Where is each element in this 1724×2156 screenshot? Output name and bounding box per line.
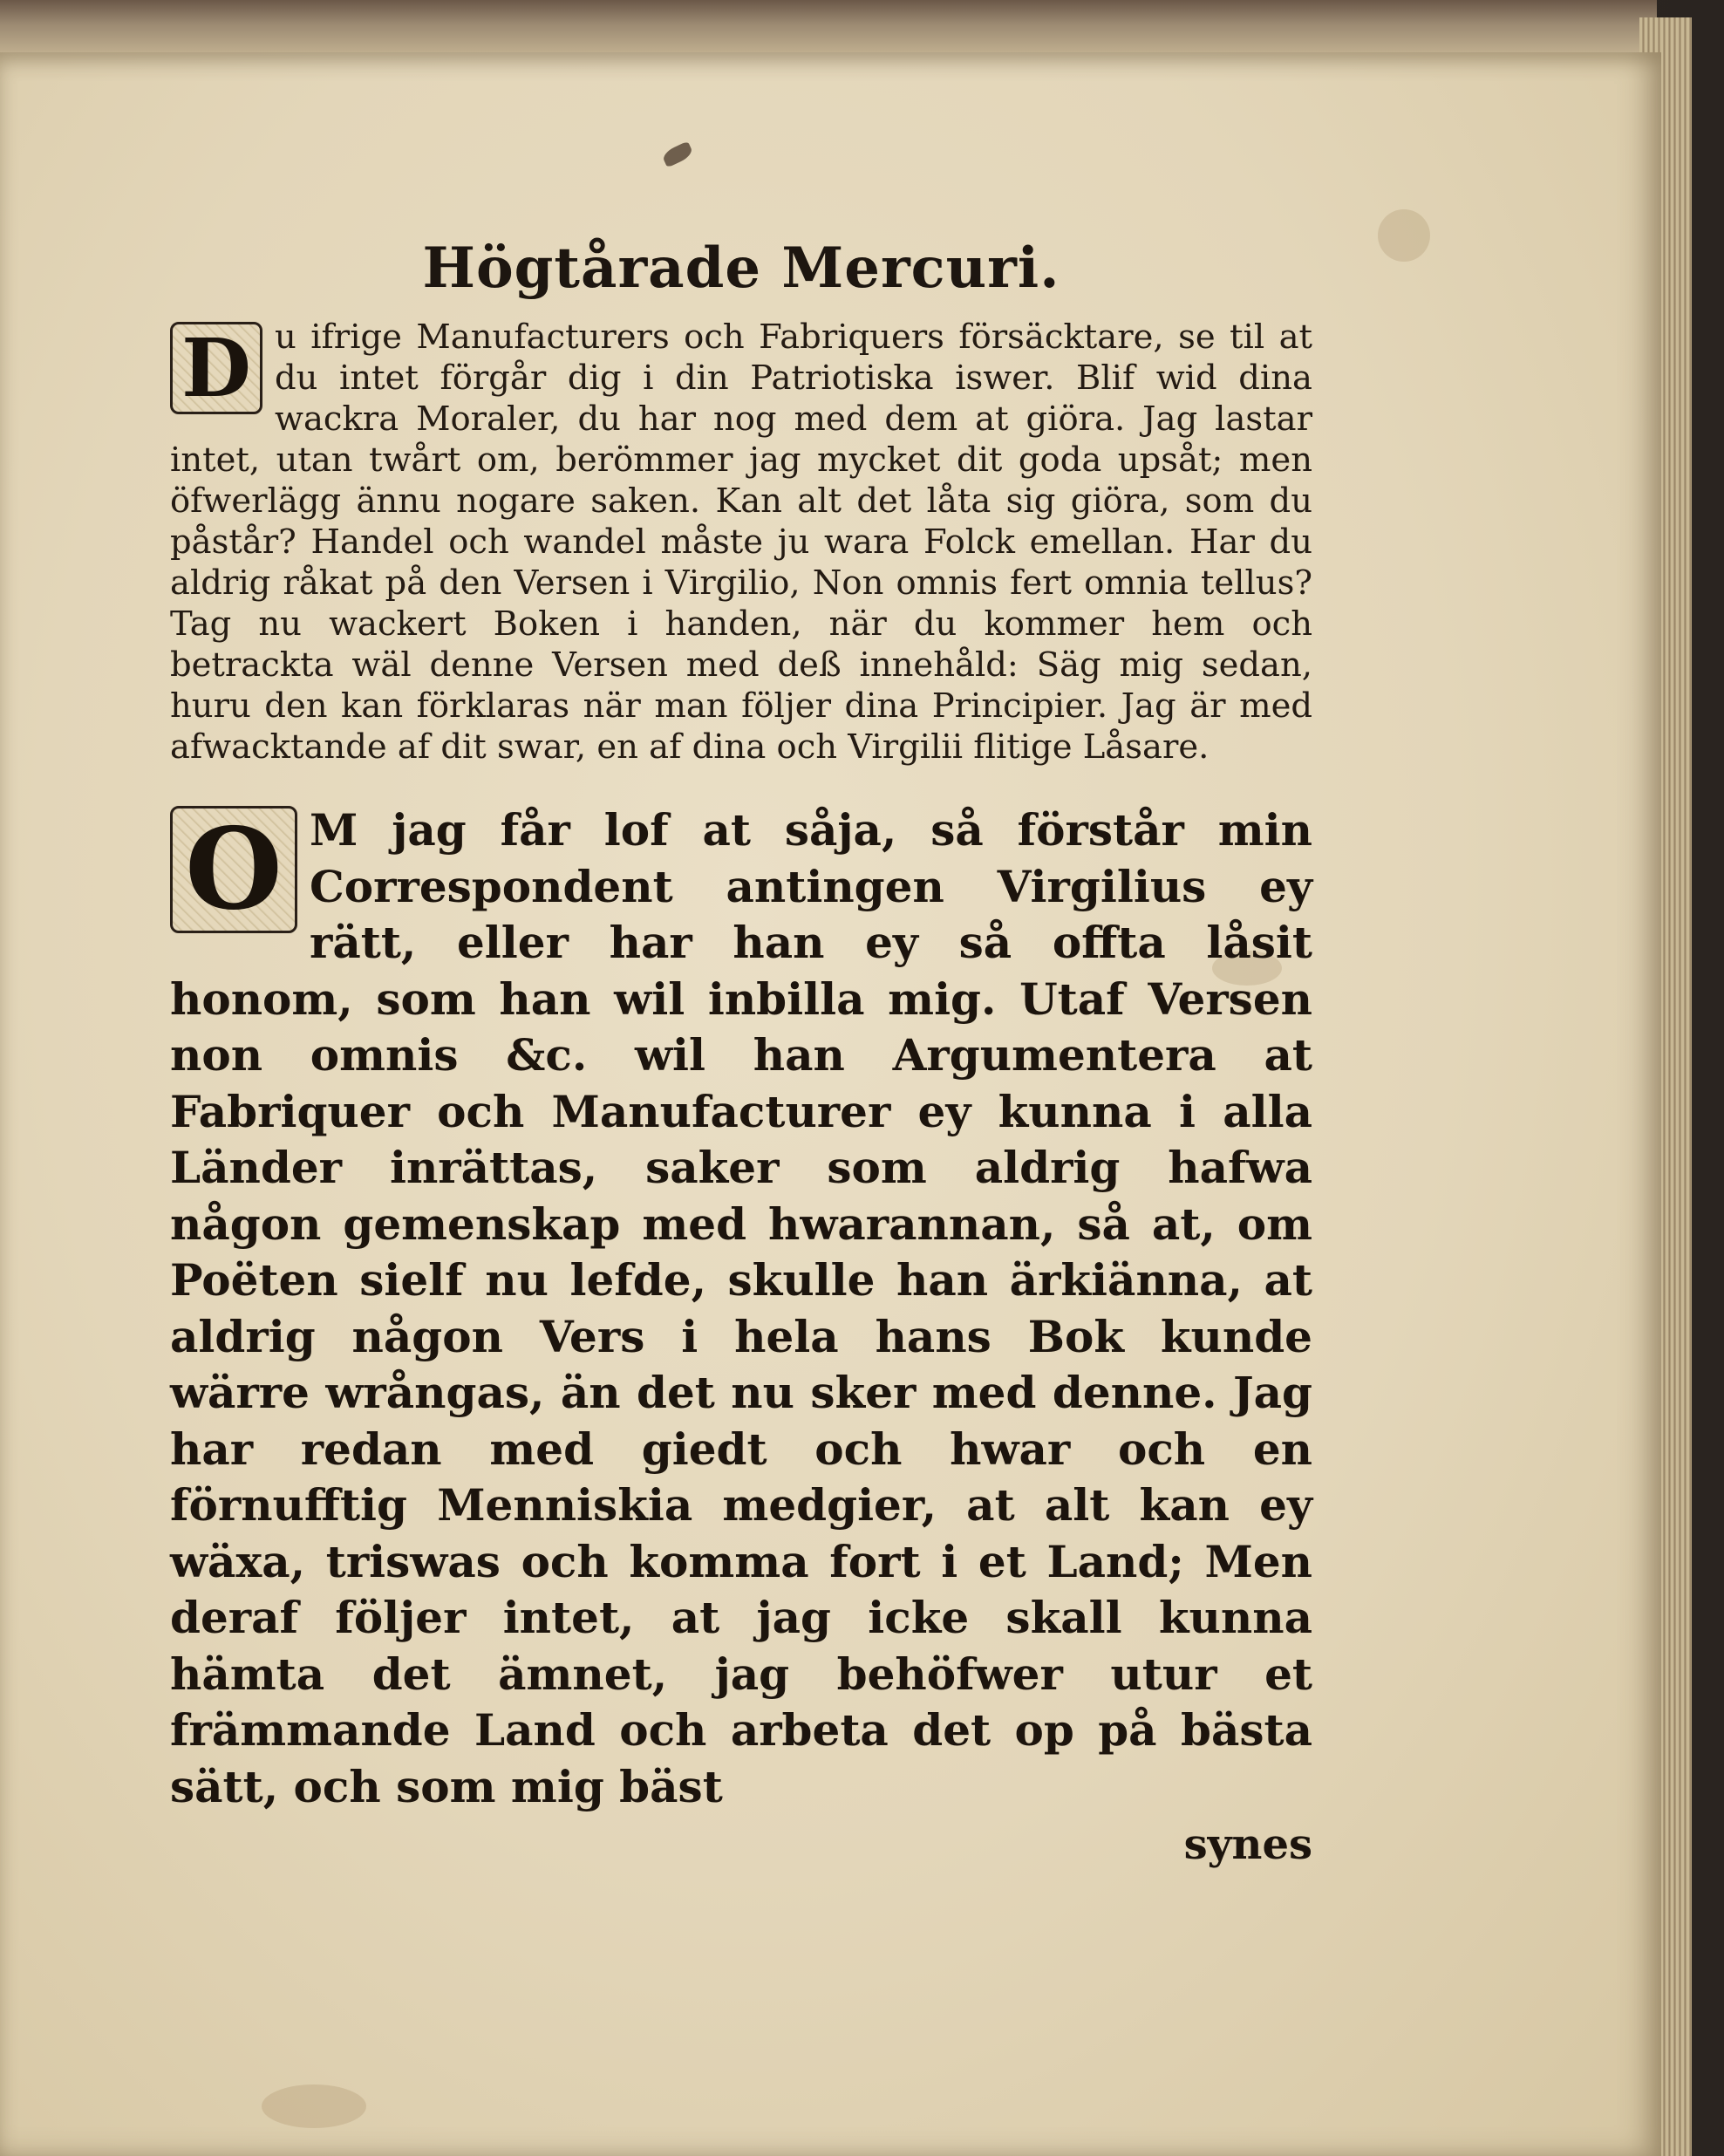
reply-paragraph [170, 802, 1312, 1815]
reply-drop-cap: O [170, 806, 297, 933]
letter-paragraph [170, 317, 1312, 768]
letter-drop-cap: D [170, 322, 262, 414]
page-text [170, 235, 1312, 1869]
reply-text: M jag får lof at såja, så förstår min Correspondent antingen Virgilius ey rätt, eller har han ey så offta låsit honom, som han wil inbilla mig. Utaf Versen non omnis &c. wil han Argumentera at Fabriquer och Manufacturer ey kunna i alla Länder inrättas, saker som aldrig hafwa någon gemenskap med hwarannan, så at, om Poëten sielf nu lefde, skulle han ärkiänna, at aldrig någon Vers i hela hans Bok kunde wärre wrångas, än det nu sker med denne. Jag har redan med giedt och hwar och en förnufftig Menniskia medgier, at alt kan ey wäxa, triswas och komma fort i et Land; Men deraf följer intet, at jag icke skall kunna hämta det ämnet, jag behöfwer utur et främmande Land och arbeta det op på bästa sätt, och som mig bäst [170, 804, 1312, 1812]
paper-stain [262, 2084, 366, 2128]
paper-stain [1378, 209, 1430, 262]
letter-text: u ifrige Manufacturers och Fabriquers försäcktare, se til at du intet förgår dig i din Patriotiska iswer. Blif wid dina wackra Moraler, du har nog med dem at giöra. Jag lastar intet, utan twårt om, berömmer jag mycket dit goda upsåt; men öfwerlägg ännu nogare saken. Kan alt det låta sig giöra, som du påstår? Handel och wandel måste ju wara Folck emellan. Har du aldrig råkat på den Versen i Virgilio, Non omnis fert omnia tellus? Tag nu wackert Boken i handen, när du kommer hem och betrackta wäl denne Versen med deß innehåld: Säg mig sedan, huru den kan förklaras när man följer dina Principier. Jag är med afwacktande af dit swar, en af dina och Virgilii flitige Låsare. [170, 317, 1312, 767]
page-title: Högtårade Mercuri. [422, 235, 1060, 301]
catchword: synes [1183, 1820, 1312, 1869]
